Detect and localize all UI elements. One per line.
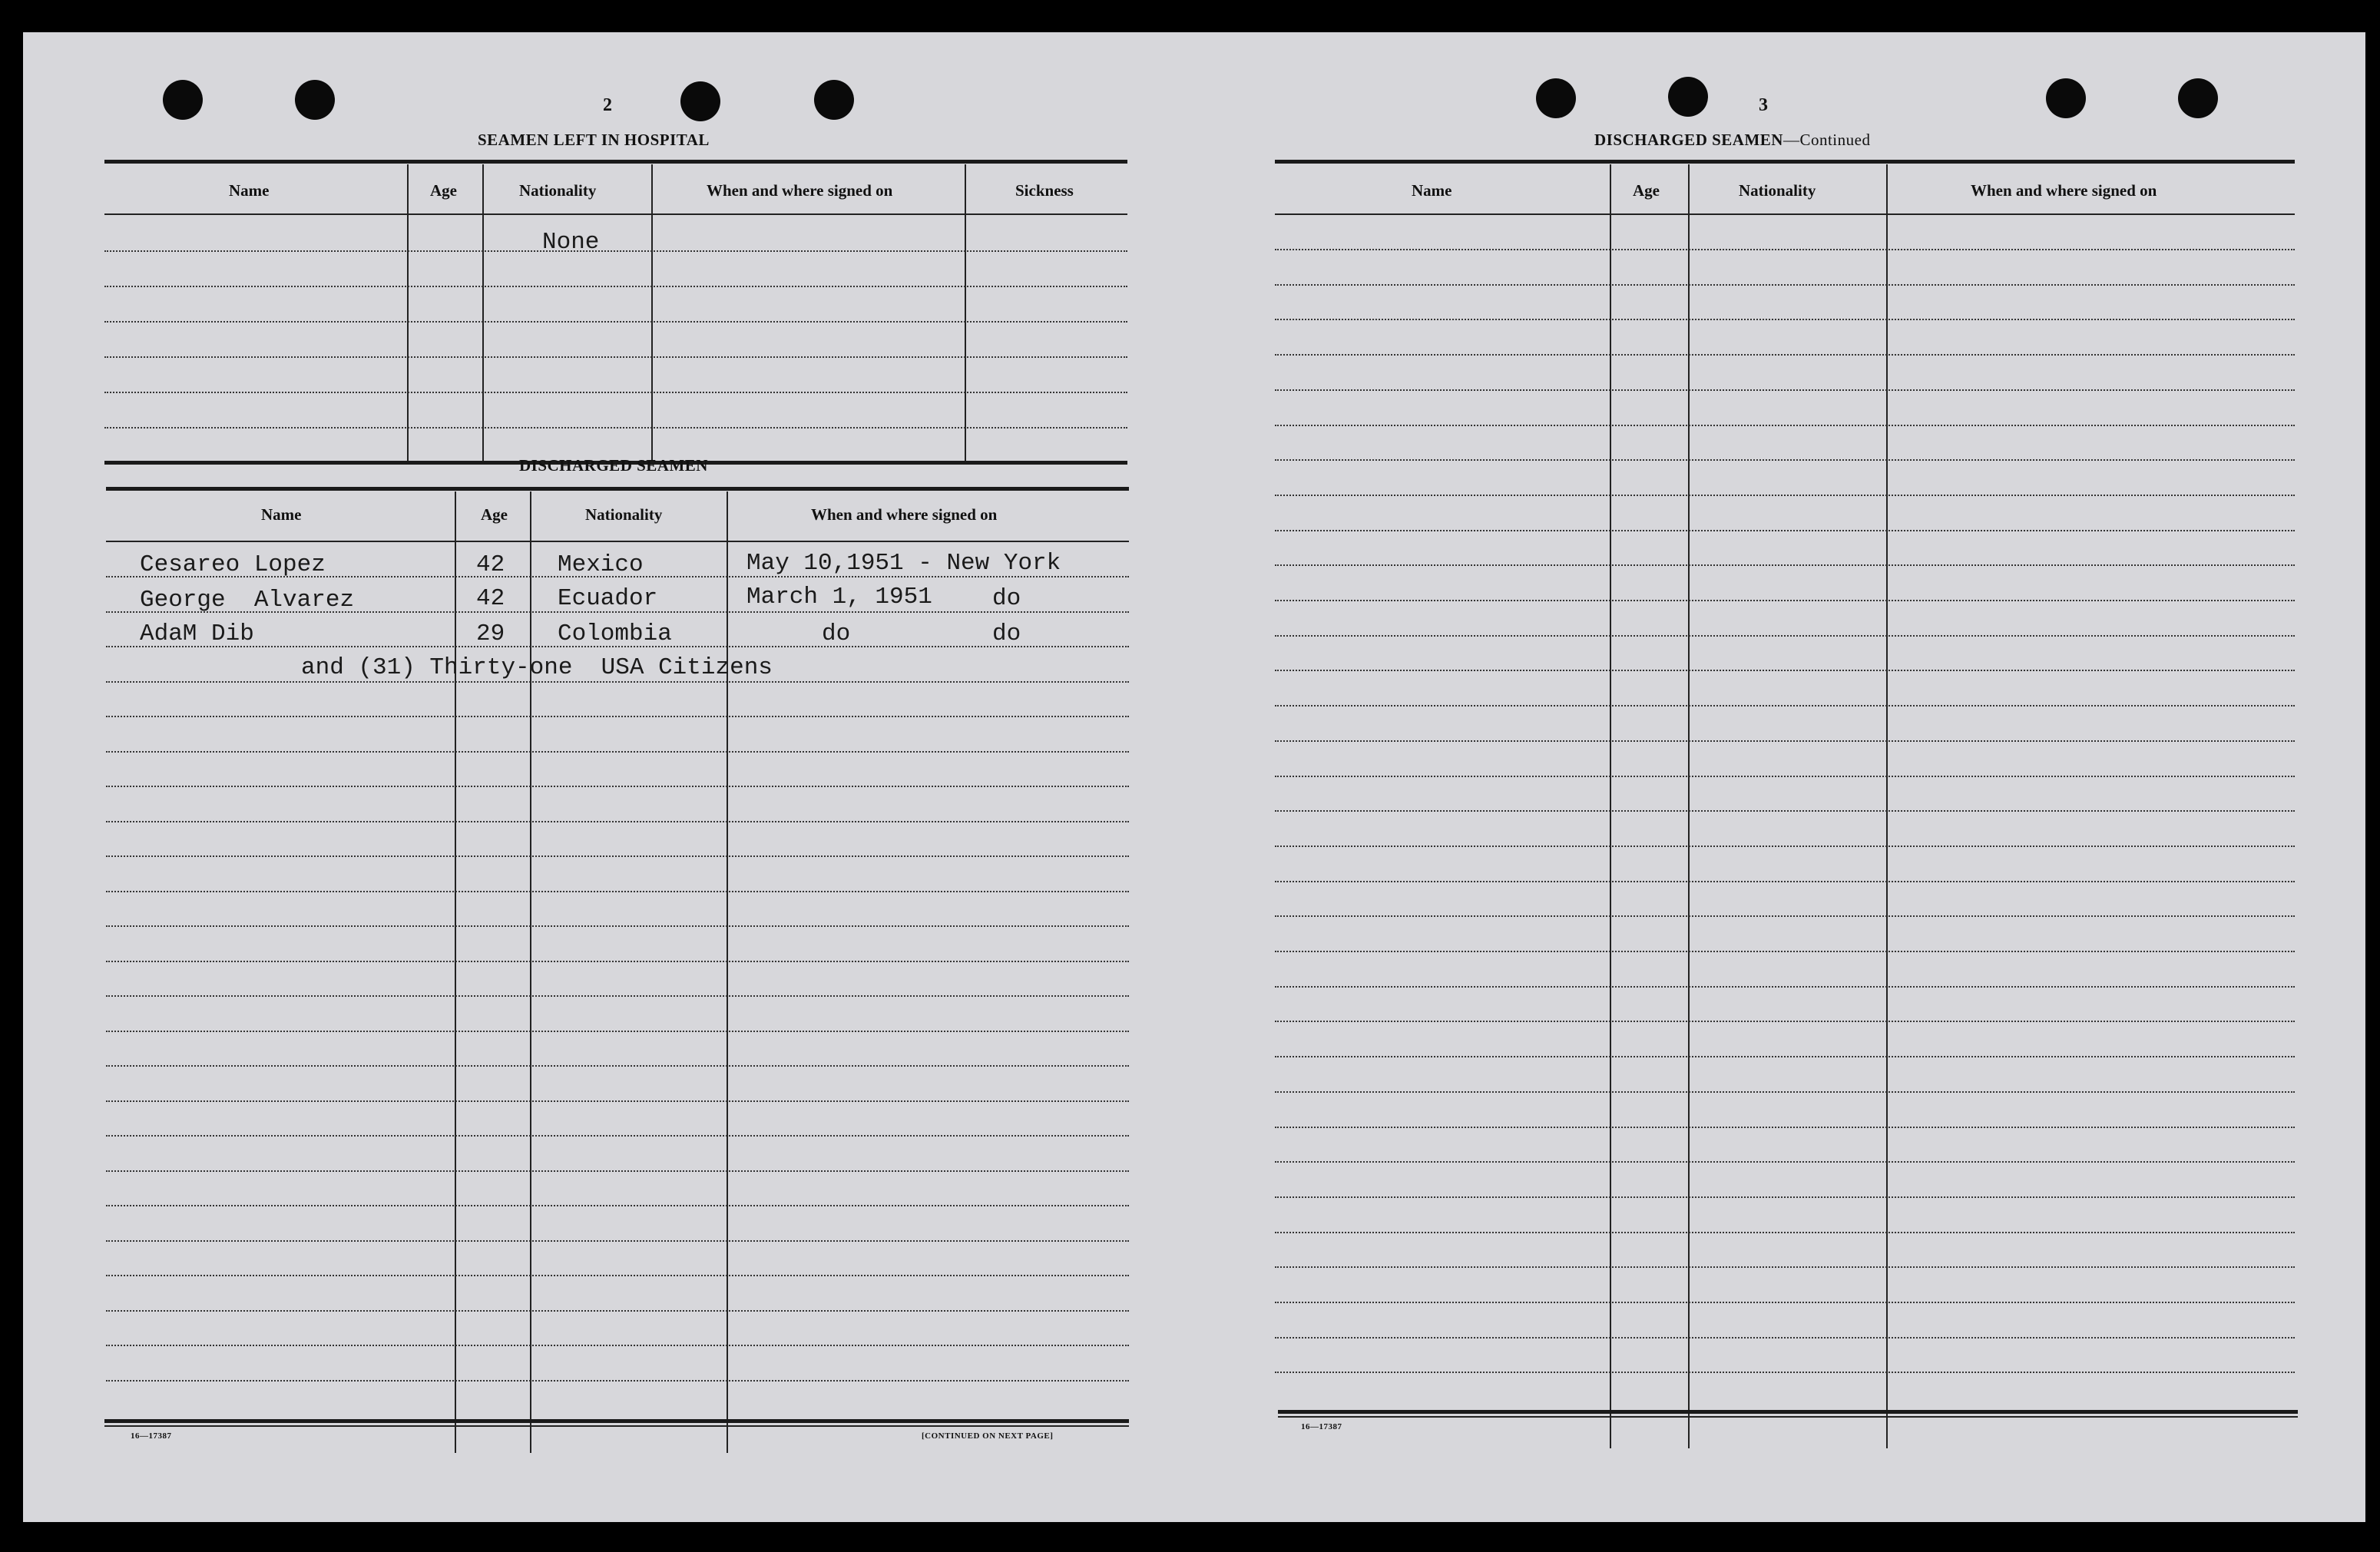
discharged-note: and (31) Thirty-one USA Citizens [301, 654, 773, 681]
hospital-entry: None [542, 229, 600, 256]
dotted-rule [1275, 986, 2295, 988]
dotted-rule [1275, 1056, 2295, 1057]
col-header-nationality: Nationality [519, 181, 597, 200]
dotted-rule [104, 321, 1127, 323]
page-number: 3 [1759, 95, 1768, 115]
col-header-signed-on: When and where signed on [1971, 181, 2157, 200]
col-header-name: Name [261, 505, 302, 524]
dotted-rule [1275, 564, 2295, 566]
cell-age: 42 [476, 585, 505, 612]
dotted-rule [106, 995, 1129, 997]
dotted-rule [106, 1135, 1129, 1137]
form-number: 16—17387 [1301, 1422, 1342, 1431]
punch-hole [814, 80, 854, 120]
dotted-rule [1275, 740, 2295, 742]
cell-nationality: Mexico [558, 551, 644, 578]
dotted-rule [1275, 776, 2295, 777]
dotted-rule [1275, 284, 2295, 286]
dotted-rule [1275, 1266, 2295, 1268]
col-divider [1688, 164, 1690, 1448]
page-number: 2 [603, 95, 612, 115]
col-divider [1610, 164, 1611, 1448]
dotted-rule [1275, 1337, 2295, 1339]
col-divider [407, 164, 409, 464]
cell-signed-on: March 1, 1951 [746, 584, 932, 611]
title-text: DISCHARGED SEAMEN [1594, 131, 1783, 149]
col-divider [727, 491, 728, 1453]
dotted-rule [1275, 1302, 2295, 1303]
dotted-rule [106, 1310, 1129, 1312]
punch-hole [1536, 78, 1576, 118]
dotted-rule [106, 925, 1129, 927]
punch-hole [1668, 77, 1708, 117]
dotted-rule [106, 855, 1129, 857]
dotted-rule [1275, 951, 2295, 952]
rule [1278, 1410, 2298, 1414]
dotted-rule [1275, 810, 2295, 812]
dotted-rule [106, 1380, 1129, 1382]
dotted-rule [1275, 249, 2295, 250]
dotted-rule [106, 751, 1129, 753]
dotted-rule [106, 891, 1129, 892]
rule [106, 541, 1129, 542]
dotted-rule [1275, 915, 2295, 917]
dotted-rule [1275, 319, 2295, 320]
col-divider [530, 491, 531, 1453]
dotted-rule [104, 286, 1127, 287]
col-header-signed-on: When and where signed on [707, 181, 893, 200]
dotted-rule [104, 427, 1127, 429]
rule [1278, 1416, 2298, 1418]
dotted-rule [106, 821, 1129, 822]
rule [104, 1425, 1129, 1427]
dotted-rule [1275, 1091, 2295, 1093]
dotted-rule [104, 392, 1127, 393]
col-header-name: Name [229, 181, 270, 200]
dotted-rule [1275, 881, 2295, 882]
dotted-rule [106, 1345, 1129, 1346]
dotted-rule [106, 611, 1129, 613]
col-divider [965, 164, 966, 464]
punch-hole [295, 80, 335, 120]
dotted-rule [106, 1065, 1129, 1067]
dotted-rule [106, 1170, 1129, 1172]
cell-signed-on: May 10,1951 - New York [746, 550, 1061, 577]
dotted-rule [1275, 1127, 2295, 1128]
dotted-rule [106, 681, 1129, 683]
dotted-rule [106, 786, 1129, 787]
col-header-age: Age [481, 505, 508, 524]
dotted-rule [104, 250, 1127, 252]
col-divider [651, 164, 653, 464]
col-header-nationality: Nationality [585, 505, 663, 524]
form-number: 16—17387 [131, 1431, 172, 1441]
cell-nationality: Ecuador [558, 585, 658, 612]
dotted-rule [1275, 1196, 2295, 1198]
cell-place: do [992, 585, 1021, 612]
dotted-rule [1275, 530, 2295, 531]
dotted-rule [104, 356, 1127, 358]
rule [104, 213, 1127, 215]
dotted-rule [106, 1240, 1129, 1242]
cell-nationality: Colombia [558, 620, 672, 647]
dotted-rule [1275, 600, 2295, 601]
rule [1275, 213, 2295, 215]
punch-hole [2046, 78, 2086, 118]
dotted-rule [106, 716, 1129, 717]
dotted-rule [1275, 670, 2295, 671]
dotted-rule [1275, 845, 2295, 847]
cell-place: do [992, 620, 1021, 647]
cell-name: George Alvarez [140, 587, 355, 614]
dotted-rule [1275, 459, 2295, 461]
cell-name: Cesareo Lopez [140, 551, 326, 578]
col-header-signed-on: When and where signed on [811, 505, 998, 524]
hospital-section-title: SEAMEN LEFT IN HOSPITAL [478, 131, 710, 149]
col-divider [455, 491, 456, 1453]
rule [104, 160, 1127, 164]
dotted-rule [106, 576, 1129, 577]
dotted-rule [106, 961, 1129, 962]
title-suffix: —Continued [1783, 131, 1871, 149]
dotted-rule [106, 1205, 1129, 1206]
cell-age: 42 [476, 551, 505, 578]
continued-note: [CONTINUED ON NEXT PAGE] [922, 1431, 1054, 1441]
cell-age: 29 [476, 620, 505, 647]
dotted-rule [106, 646, 1129, 647]
dotted-rule [1275, 1232, 2295, 1233]
col-divider [1886, 164, 1888, 1448]
dotted-rule [1275, 354, 2295, 356]
discharged-section-title: DISCHARGED SEAMEN [519, 456, 708, 475]
dotted-rule [1275, 1021, 2295, 1022]
rule [106, 487, 1129, 491]
dotted-rule [106, 1100, 1129, 1102]
punch-hole [163, 80, 203, 120]
cell-signed-on: do [822, 620, 851, 647]
col-header-sickness: Sickness [1015, 181, 1074, 200]
rule [104, 1419, 1129, 1423]
dotted-rule [1275, 1161, 2295, 1163]
dotted-rule [1275, 495, 2295, 496]
punch-hole [2178, 78, 2218, 118]
col-header-age: Age [1633, 181, 1660, 200]
rule [1275, 160, 2295, 164]
col-header-age: Age [430, 181, 457, 200]
cell-name: AdaM Dib [140, 620, 254, 647]
punch-hole [680, 81, 720, 121]
right-page-title [1594, 131, 1870, 150]
col-divider [482, 164, 484, 464]
col-header-name: Name [1412, 181, 1452, 200]
col-header-nationality: Nationality [1739, 181, 1816, 200]
dotted-rule [106, 1275, 1129, 1276]
dotted-rule [1275, 1372, 2295, 1373]
dotted-rule [1275, 389, 2295, 391]
dotted-rule [1275, 705, 2295, 707]
dotted-rule [1275, 425, 2295, 426]
document-sheet [23, 32, 2365, 1522]
dotted-rule [106, 1031, 1129, 1032]
dotted-rule [1275, 635, 2295, 637]
